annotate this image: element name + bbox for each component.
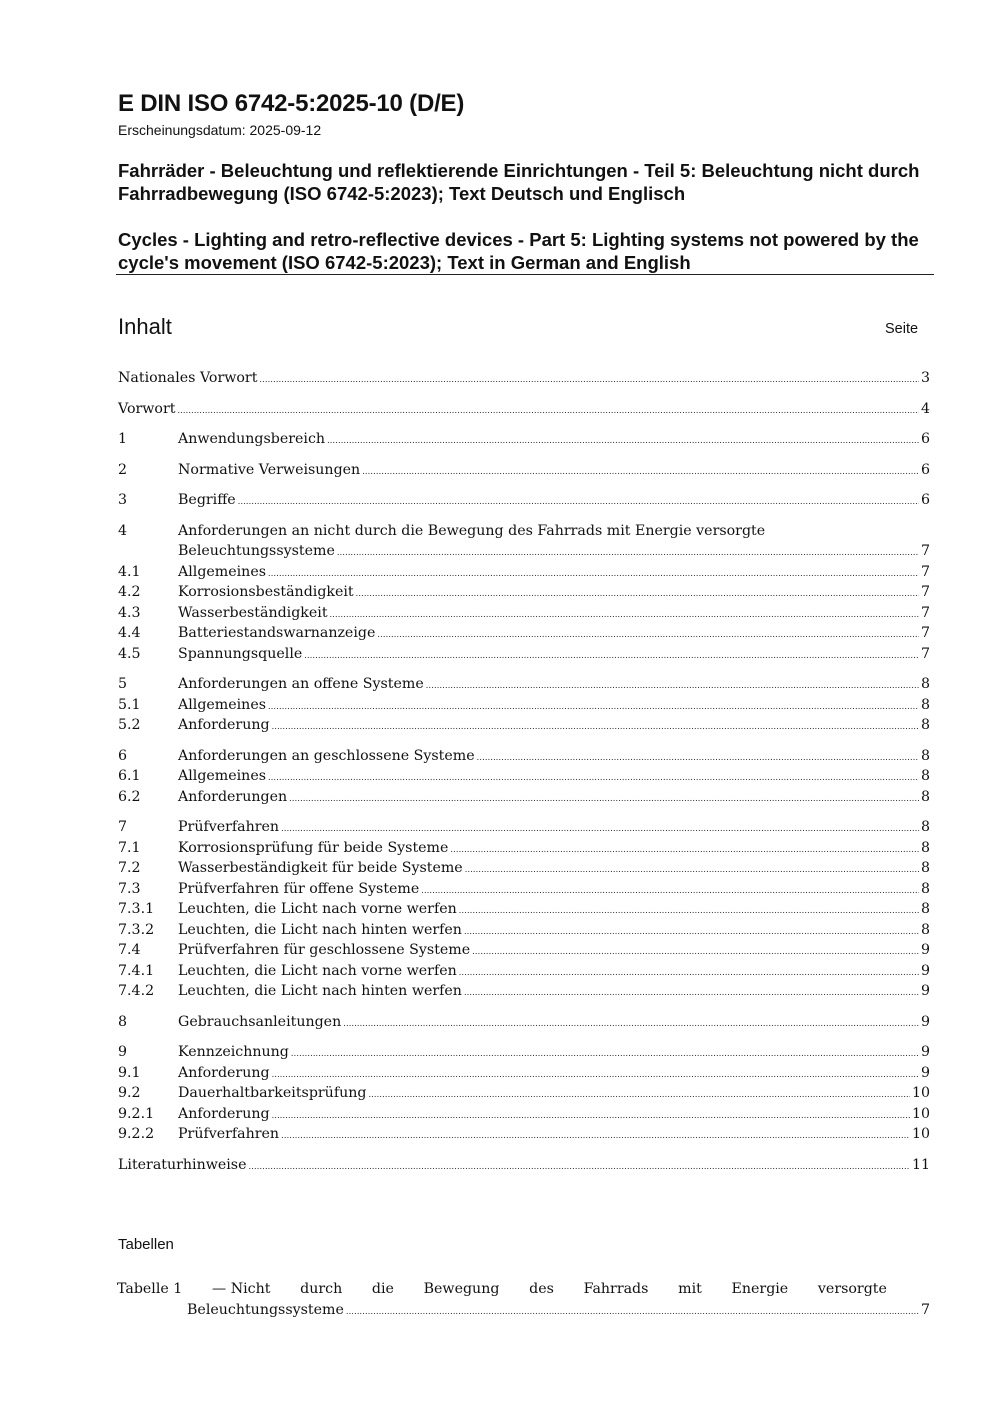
toc-entry-label: Leuchten, die Licht nach vorne werfen bbox=[178, 901, 457, 917]
toc-entry[interactable] bbox=[118, 717, 930, 738]
toc-entry-number: 9 bbox=[118, 1044, 128, 1060]
leader-dots bbox=[268, 569, 919, 578]
toc-entry-label: Anforderungen bbox=[178, 788, 288, 805]
table-entry-word: Energie bbox=[731, 1281, 789, 1297]
toc-entry-number: 7.3.2 bbox=[118, 921, 155, 938]
leader-dots bbox=[268, 702, 919, 711]
leader-dots bbox=[346, 1307, 919, 1316]
leader-dots bbox=[238, 497, 919, 506]
leader-dots bbox=[327, 436, 919, 445]
table-entry-word: des bbox=[529, 1281, 554, 1297]
toc-entry-number: 8 bbox=[118, 1013, 128, 1030]
toc-entry-label: Allgemeines bbox=[178, 696, 266, 713]
toc-entry-page: 9 bbox=[920, 983, 930, 999]
toc-entry-label: Begriffe bbox=[178, 492, 236, 508]
toc-entry-page: 9 bbox=[920, 1064, 930, 1081]
toc-entry[interactable] bbox=[118, 697, 930, 718]
toc-entry-page: 10 bbox=[911, 1126, 930, 1142]
toc-entry-page: 7 bbox=[920, 543, 930, 559]
toc-entry-page: 6 bbox=[920, 492, 930, 508]
toc-entry-label-cont: Beleuchtungssysteme bbox=[178, 543, 335, 559]
leader-dots bbox=[459, 968, 919, 977]
toc-entry[interactable] bbox=[118, 963, 930, 984]
leader-dots bbox=[268, 773, 919, 782]
toc-entry-label: Nationales Vorwort bbox=[118, 370, 258, 386]
toc-entry-page: 8 bbox=[920, 839, 930, 856]
toc-entry-label: Allgemeines bbox=[178, 768, 266, 784]
toc-entry-number: 7.3 bbox=[118, 880, 141, 897]
document-code: E DIN ISO 6742-5:2025-10 (D/E) bbox=[118, 90, 465, 117]
leader-dots bbox=[377, 630, 919, 639]
toc-entry-number: 3 bbox=[118, 492, 128, 508]
toc-entry-page: 11 bbox=[911, 1156, 930, 1173]
toc-entry-label: Anforderungen an offene Systeme bbox=[178, 676, 424, 692]
toc-entry-label: Leuchten, die Licht nach vorne werfen bbox=[178, 962, 457, 979]
toc-entry[interactable] bbox=[118, 860, 930, 881]
toc-entry-label: Anforderung bbox=[178, 1064, 270, 1081]
toc-entry[interactable] bbox=[118, 840, 930, 861]
toc-entry-continuation[interactable] bbox=[118, 543, 930, 564]
table-entry-word: — Nicht bbox=[212, 1281, 271, 1297]
table-entry-word: durch bbox=[300, 1281, 343, 1297]
toc-entry-page: 8 bbox=[920, 768, 930, 784]
toc-entry-number: 5.2 bbox=[118, 717, 141, 733]
toc-entry[interactable] bbox=[118, 1157, 930, 1178]
toc-entry-number: 7 bbox=[118, 819, 128, 835]
toc-entry-number: 7.3.1 bbox=[118, 901, 155, 917]
leader-dots bbox=[337, 548, 919, 557]
toc-entry[interactable] bbox=[118, 401, 930, 422]
table-entry-cont: Beleuchtungssysteme bbox=[187, 1302, 344, 1318]
toc-entry-page: 7 bbox=[920, 625, 930, 641]
toc-entry-label: Anforderungen an geschlossene Systeme bbox=[178, 747, 475, 764]
toc-entry[interactable] bbox=[118, 768, 930, 789]
toc-entry-page: 8 bbox=[920, 717, 930, 733]
toc-entry-number: 7.4.2 bbox=[118, 983, 155, 999]
leader-dots bbox=[248, 1162, 909, 1171]
toc-entry-label: Anforderungen an nicht durch die Bewegung des Fahrrads mit Energie versorgte bbox=[178, 522, 766, 539]
toc-entry-number: 4.1 bbox=[118, 563, 141, 580]
toc-entry-number: 5.1 bbox=[118, 696, 141, 713]
toc-entry-number: 4.4 bbox=[118, 625, 141, 641]
toc-entry-label: Prüfverfahren für geschlossene Systeme bbox=[178, 942, 471, 958]
table-entry-word: Fahrrads bbox=[583, 1281, 649, 1297]
toc-entry-number: 9.1 bbox=[118, 1064, 141, 1081]
leader-dots bbox=[356, 589, 919, 598]
table-entry-page: 7 bbox=[920, 1302, 930, 1318]
toc-entry[interactable] bbox=[118, 1126, 930, 1147]
toc-entry-label: Anforderung bbox=[178, 1105, 270, 1122]
toc-entry-page: 8 bbox=[920, 901, 930, 917]
toc-entry-page: 9 bbox=[920, 942, 930, 958]
toc-entry-label: Vorwort bbox=[118, 400, 176, 417]
toc-entry[interactable] bbox=[118, 1085, 930, 1106]
leader-dots bbox=[421, 886, 919, 895]
toc-entry-label: Prüfverfahren bbox=[178, 819, 280, 835]
table-entry-line1 bbox=[117, 1281, 887, 1302]
leader-dots bbox=[330, 610, 919, 619]
toc-entry-page: 8 bbox=[920, 696, 930, 713]
toc-entry-page: 8 bbox=[920, 676, 930, 692]
toc-entry-label: Prüfverfahren bbox=[178, 1126, 280, 1142]
toc-entry-label: Batteriestandswarnanzeige bbox=[178, 625, 376, 641]
toc-entry-number: 7.1 bbox=[118, 839, 141, 856]
toc-entry-page: 8 bbox=[920, 819, 930, 835]
toc-entry-page: 8 bbox=[920, 860, 930, 876]
toc-entry[interactable] bbox=[118, 1106, 930, 1127]
leader-dots bbox=[259, 375, 919, 384]
leader-dots bbox=[272, 1070, 919, 1079]
leader-dots bbox=[177, 406, 919, 415]
toc-entry[interactable] bbox=[118, 605, 930, 626]
toc-entry-page: 6 bbox=[920, 461, 930, 478]
toc-entry-label: Spannungsquelle bbox=[178, 645, 303, 662]
toc-entry[interactable] bbox=[118, 492, 930, 513]
toc-entry-page: 3 bbox=[920, 370, 930, 386]
toc-entry-number: 4 bbox=[118, 522, 128, 539]
toc-entry[interactable] bbox=[118, 431, 930, 452]
toc-entry-label: Anforderung bbox=[178, 717, 270, 733]
leader-dots bbox=[459, 906, 919, 915]
toc-entry-number: 4.2 bbox=[118, 584, 141, 600]
toc-entry-page: 7 bbox=[920, 604, 930, 621]
toc-entry-number: 9.2 bbox=[118, 1085, 141, 1101]
toc-entry-page: 10 bbox=[911, 1105, 930, 1122]
toc-entry-label: Korrosionsprüfung für beide Systeme bbox=[178, 839, 449, 856]
toc-entry-page: 7 bbox=[920, 563, 930, 580]
publication-date: Erscheinungsdatum: 2025-09-12 bbox=[118, 122, 322, 138]
leader-dots bbox=[272, 722, 919, 731]
toc-entry[interactable] bbox=[118, 646, 930, 667]
toc-entry[interactable] bbox=[118, 625, 930, 646]
toc-entry[interactable] bbox=[118, 881, 930, 902]
toc-entry-page: 9 bbox=[920, 962, 930, 979]
toc-entry-label: Normative Verweisungen bbox=[178, 461, 361, 478]
leader-dots bbox=[368, 1090, 910, 1099]
toc-entry-page: 8 bbox=[920, 747, 930, 764]
toc-entry[interactable] bbox=[118, 748, 930, 769]
table-list-entry[interactable] bbox=[117, 1281, 930, 1323]
leader-dots bbox=[362, 467, 919, 476]
leader-dots bbox=[281, 824, 919, 833]
toc-entry-label: Kennzeichnung bbox=[178, 1044, 289, 1060]
toc-entry-number: 7.4.1 bbox=[118, 962, 155, 979]
toc-entry[interactable] bbox=[118, 942, 930, 963]
toc-entry-number: 6.1 bbox=[118, 768, 141, 784]
leader-dots bbox=[291, 1049, 919, 1058]
leader-dots bbox=[272, 1111, 910, 1120]
toc-entry[interactable] bbox=[118, 523, 930, 544]
toc-entry[interactable] bbox=[118, 584, 930, 605]
table-of-contents bbox=[118, 370, 930, 1177]
leader-dots bbox=[465, 865, 919, 874]
toc-entry[interactable] bbox=[118, 819, 930, 840]
toc-entry-page: 9 bbox=[920, 1044, 930, 1060]
table-entry-line2 bbox=[117, 1302, 930, 1323]
tables-heading: Tabellen bbox=[118, 1236, 174, 1253]
toc-entry-number: 4.5 bbox=[118, 645, 141, 662]
title-german: Fahrräder - Beleuchtung und reflektierende Einrichtungen - Teil 5: Beleuchtung nicht durch Fahrradbewegung (ISO 6742-5:2023); Text Deutsch und Englisch bbox=[118, 160, 920, 204]
leader-dots bbox=[343, 1019, 919, 1028]
toc-entry[interactable] bbox=[118, 983, 930, 1004]
leader-dots bbox=[426, 681, 919, 690]
toc-entry-label: Leuchten, die Licht nach hinten werfen bbox=[178, 983, 462, 999]
toc-entry-page: 7 bbox=[920, 584, 930, 600]
leader-dots bbox=[281, 1131, 910, 1140]
toc-entry-number: 4.3 bbox=[118, 604, 141, 621]
toc-heading: Inhalt bbox=[118, 314, 172, 339]
toc-entry-label: Allgemeines bbox=[178, 563, 266, 580]
leader-dots bbox=[477, 753, 919, 762]
toc-entry-page: 8 bbox=[920, 921, 930, 938]
toc-entry[interactable] bbox=[118, 676, 930, 697]
leader-dots bbox=[464, 988, 919, 997]
toc-entry-page: 8 bbox=[920, 788, 930, 805]
toc-entry-number: 1 bbox=[118, 431, 128, 447]
toc-entry-number: 6 bbox=[118, 747, 128, 764]
toc-entry-label: Literaturhinweise bbox=[118, 1156, 247, 1173]
table-entry-word: mit bbox=[678, 1281, 702, 1297]
toc-entry-label: Anwendungsbereich bbox=[178, 431, 326, 447]
toc-entry-page: 10 bbox=[911, 1085, 930, 1101]
toc-entry-label: Dauerhaltbarkeitsprüfung bbox=[178, 1085, 367, 1101]
leader-dots bbox=[472, 947, 919, 956]
toc-entry[interactable] bbox=[118, 1044, 930, 1065]
leader-dots bbox=[289, 794, 919, 803]
toc-entry-number: 5 bbox=[118, 676, 128, 692]
toc-entry[interactable] bbox=[118, 922, 930, 943]
toc-entry[interactable] bbox=[118, 901, 930, 922]
toc-entry-number: 9.2.2 bbox=[118, 1126, 155, 1142]
toc-entry-page: 4 bbox=[920, 400, 930, 417]
toc-entry-number: 7.4 bbox=[118, 942, 141, 958]
page-column-label: Seite bbox=[885, 321, 919, 337]
leader-dots bbox=[450, 845, 919, 854]
toc-entry[interactable] bbox=[118, 370, 930, 391]
table-entry-word: Bewegung bbox=[423, 1281, 500, 1297]
toc-entry-number: 6.2 bbox=[118, 788, 141, 805]
toc-entry-label: Prüfverfahren für offene Systeme bbox=[178, 880, 420, 897]
toc-entry-label: Wasserbeständigkeit für beide Systeme bbox=[178, 860, 463, 876]
title-english: Cycles - Lighting and retro-reflective devices - Part 5: Lighting systems not powered by the cycle's movement (ISO 6742-5:2023); Text in German and English bbox=[118, 229, 919, 273]
toc-entry-page: 9 bbox=[920, 1013, 930, 1030]
table-entry-word: versorgte bbox=[817, 1281, 887, 1297]
table-entry-word: die bbox=[371, 1281, 394, 1297]
toc-entry-label: Wasserbeständigkeit bbox=[178, 604, 328, 621]
toc-entry-label: Gebrauchsanleitungen bbox=[178, 1013, 342, 1030]
toc-entry-number: 9.2.1 bbox=[118, 1105, 155, 1122]
toc-entry[interactable] bbox=[118, 789, 930, 810]
leader-dots bbox=[464, 927, 919, 936]
toc-entry[interactable] bbox=[118, 564, 930, 585]
toc-entry-label: Leuchten, die Licht nach hinten werfen bbox=[178, 921, 462, 938]
toc-entry[interactable] bbox=[118, 1014, 930, 1035]
toc-entry-page: 8 bbox=[920, 880, 930, 897]
toc-entry[interactable] bbox=[118, 1065, 930, 1086]
toc-entry-number: 7.2 bbox=[118, 860, 141, 876]
leader-dots bbox=[304, 651, 919, 660]
table-entry-label: Tabelle 1 bbox=[117, 1281, 183, 1297]
toc-entry-page: 6 bbox=[920, 431, 930, 447]
toc-entry-page: 7 bbox=[920, 645, 930, 662]
title-divider bbox=[116, 274, 934, 275]
toc-entry-number: 2 bbox=[118, 461, 128, 478]
toc-entry[interactable] bbox=[118, 462, 930, 483]
toc-entry-label: Korrosionsbeständigkeit bbox=[178, 584, 354, 600]
